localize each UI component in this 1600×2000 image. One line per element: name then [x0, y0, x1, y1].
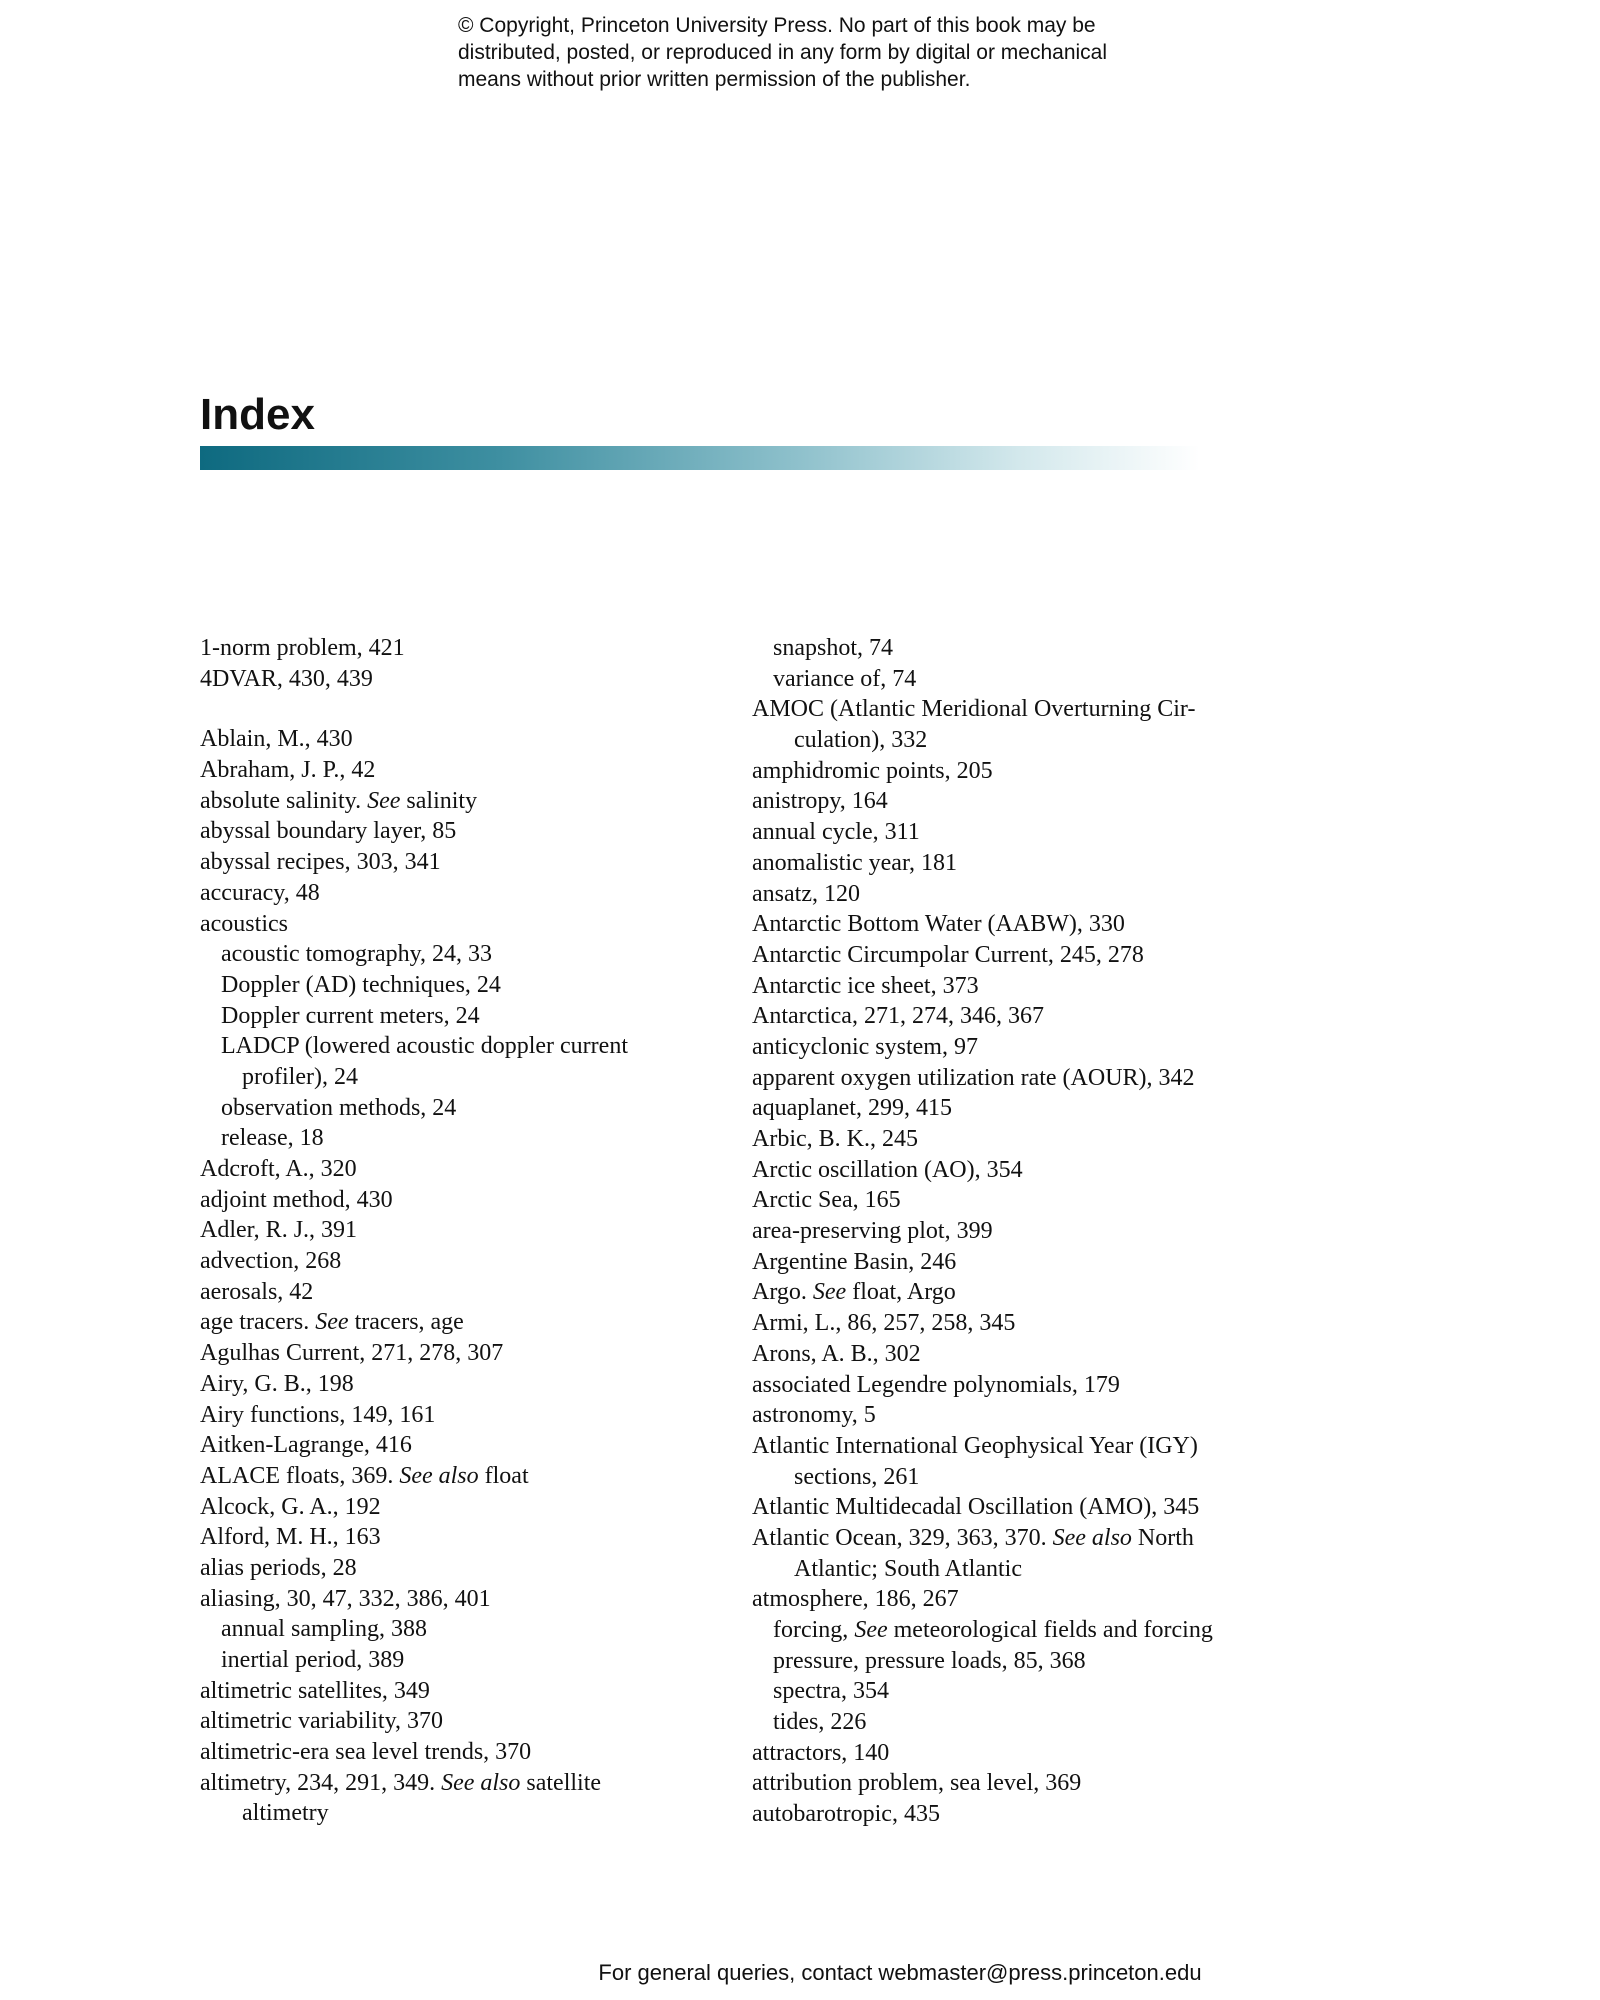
index-entry [752, 1063, 1272, 1094]
index-entry [200, 1215, 720, 1246]
index-entry [752, 786, 1272, 817]
index-entry-text: ansatz, 120 [752, 880, 860, 907]
index-entry [200, 878, 720, 909]
index-entry-text: Armi, L., 86, 257, 258, 345 [752, 1310, 1016, 1337]
copyright-notice [458, 12, 1218, 93]
index-entry-text: inertial period, 389 [221, 1647, 405, 1673]
index-entry-text: Adler, R. J., 391 [200, 1217, 358, 1244]
index-entry [752, 1124, 1272, 1155]
index-column-right [752, 633, 1272, 1830]
copyright-line: distributed, posted, or reproduced in any form by digital or mechanical [458, 41, 1108, 64]
index-entry-text: Arbic, B. K., 245 [752, 1126, 918, 1152]
index-entry-text: abyssal boundary layer, 85 [200, 818, 457, 845]
index-entry-text: abyssal recipes, 303, 341 [200, 849, 441, 876]
index-entry [752, 1370, 1272, 1401]
index-entry-text: Argo. [752, 1279, 813, 1306]
index-entry [752, 1462, 1272, 1493]
index-entry-target: meteorological fields and forcing [887, 1617, 1213, 1643]
index-entry-text: aquaplanet, 299, 415 [752, 1095, 952, 1122]
index-entry [752, 1676, 1272, 1707]
index-entry-text: forcing, [773, 1617, 855, 1643]
index-entry [752, 817, 1272, 848]
index-entry [200, 1338, 720, 1369]
index-entry-text: Antarctic Bottom Water (AABW), 330 [752, 911, 1125, 938]
index-entry [752, 1523, 1272, 1554]
title-gradient-bar [200, 446, 1200, 470]
index-entry-text: Airy functions, 149, 161 [200, 1401, 436, 1428]
index-entry-text: Antarctica, 271, 274, 346, 367 [752, 1003, 1044, 1030]
index-entry [200, 694, 720, 724]
footer-contact: For general queries, contact webmaster@press.princeton.edu [598, 1960, 1202, 1985]
index-entry [200, 1062, 720, 1093]
index-entry [200, 1768, 720, 1799]
index-entry-text: Alford, M. H., 163 [200, 1524, 381, 1551]
index-entry-text: alias periods, 28 [200, 1554, 357, 1581]
index-entry [200, 1185, 720, 1216]
index-entry [752, 756, 1272, 787]
index-entry [200, 1676, 720, 1707]
index-entry-text: altimetric-era sea level trends, 370 [200, 1739, 532, 1766]
index-entry [752, 1001, 1272, 1032]
index-entry-text: release, 18 [221, 1125, 324, 1152]
index-entry-text: culation), 332 [794, 727, 928, 754]
index-entry-text: acoustics [200, 910, 288, 937]
index-entry [200, 1645, 720, 1676]
index-entry [752, 1554, 1272, 1585]
index-entry [752, 879, 1272, 910]
index-entry-text: Ablain, M., 430 [200, 726, 353, 753]
index-entry-text: absolute salinity. [200, 787, 368, 814]
index-entry [752, 971, 1272, 1002]
index-entry-target: satellite [520, 1769, 602, 1796]
index-entry [200, 847, 720, 878]
index-entry [200, 1614, 720, 1645]
index-entry [752, 1308, 1272, 1339]
index-entry-crossref: See also [399, 1462, 479, 1489]
index-entry-text: Arctic Sea, 165 [752, 1187, 901, 1214]
index-entry [200, 1246, 720, 1277]
copyright-line: means without prior written permission of the publisher. [458, 68, 971, 91]
index-entry-text: Argentine Basin, 246 [752, 1248, 957, 1275]
index-entry-text: Atlantic Ocean, 329, 363, 370. [752, 1524, 1053, 1551]
index-entry-text: spectra, 354 [773, 1678, 889, 1705]
index-entry-crossref: See also [441, 1769, 521, 1796]
index-entry [200, 1522, 720, 1553]
index-entry-text: Abraham, J. P., 42 [200, 757, 376, 784]
index-entry-text: tides, 226 [773, 1709, 867, 1736]
index-entry [752, 909, 1272, 940]
index-entry-text: Atlantic International Geophysical Year (IGY) [752, 1432, 1198, 1459]
index-entry-text: Atlantic; South Atlantic [794, 1555, 1022, 1582]
index-entry-crossref: See [315, 1309, 349, 1336]
index-entry-target: float, Argo [846, 1279, 956, 1306]
index-entry [752, 1339, 1272, 1370]
index-entry [752, 725, 1272, 756]
index-entry [200, 1492, 720, 1523]
index-column-left [200, 633, 720, 1829]
index-entry-crossref: See [854, 1617, 888, 1643]
index-entry [752, 940, 1272, 971]
index-entry [200, 755, 720, 786]
index-entry-text: ALACE floats, 369. [200, 1462, 400, 1489]
index-entry-text: Aitken-Lagrange, 416 [200, 1432, 412, 1459]
index-entry [752, 1277, 1272, 1308]
index-entry [200, 1123, 720, 1154]
index-entry-text: aerosals, 42 [200, 1278, 314, 1305]
index-entry-text: Antarctic ice sheet, 373 [752, 972, 979, 999]
index-entry-text: altimetric satellites, 349 [200, 1677, 430, 1704]
index-entry-text: anomalistic year, 181 [752, 849, 957, 876]
index-entry [200, 939, 720, 970]
index-entry [200, 1277, 720, 1308]
index-entry [200, 1154, 720, 1185]
index-entry-text: annual sampling, 388 [221, 1616, 427, 1643]
index-entry [752, 1492, 1272, 1523]
index-entry-text: Arctic oscillation (AO), 354 [752, 1156, 1023, 1183]
index-entry-text: altimetry [242, 1800, 329, 1827]
index-entry-crossref: See also [1052, 1524, 1132, 1551]
index-entry [752, 1155, 1272, 1186]
index-entry [200, 786, 720, 817]
index-entry-text: atmosphere, 186, 267 [752, 1586, 959, 1613]
index-entry [200, 1400, 720, 1431]
index-entry [200, 1737, 720, 1768]
index-entry [752, 1584, 1272, 1615]
index-entry-text: attractors, 140 [752, 1739, 890, 1766]
index-entry [752, 664, 1272, 695]
index-entry [752, 1768, 1272, 1799]
index-entry-text: Antarctic Circumpolar Current, 245, 278 [752, 941, 1144, 968]
index-entry [200, 1584, 720, 1615]
index-entry-text: Alcock, G. A., 192 [200, 1493, 381, 1520]
index-entry [752, 1615, 1272, 1646]
index-entry-text: Airy, G. B., 198 [200, 1370, 354, 1397]
index-entry-text: 4DVAR, 430, 439 [200, 665, 373, 692]
index-entry [752, 1093, 1272, 1124]
index-entry-text: Atlantic Multidecadal Oscillation (AMO), 345 [752, 1494, 1200, 1521]
index-entry [752, 694, 1272, 725]
index-entry [752, 1799, 1272, 1830]
index-entry [752, 848, 1272, 879]
index-entry-text: area-preserving plot, 399 [752, 1218, 993, 1245]
index-entry-text: pressure, pressure loads, 85, 368 [773, 1647, 1086, 1674]
index-entry-text: Doppler current meters, 24 [221, 1002, 480, 1029]
index-entry-crossref: See [812, 1279, 847, 1306]
index-entry-text: anistropy, 164 [752, 788, 888, 815]
index-entry [200, 1093, 720, 1124]
index-entry-target: salinity [400, 787, 478, 814]
index-entry [752, 1185, 1272, 1216]
index-entry [752, 1032, 1272, 1063]
page-title: Index [200, 390, 315, 439]
index-entry [752, 1216, 1272, 1247]
index-entry [200, 970, 720, 1001]
index-entry-text: advection, 268 [200, 1248, 342, 1275]
index-entry [752, 1738, 1272, 1769]
index-entry [752, 1707, 1272, 1738]
index-entry-text: associated Legendre polynomials, 179 [752, 1371, 1120, 1398]
index-entry [200, 1706, 720, 1737]
index-entry-text: snapshot, 74 [773, 635, 893, 661]
index-entry-text: adjoint method, 430 [200, 1186, 393, 1213]
footer [0, 1960, 1600, 1986]
index-entry-text: AMOC (Atlantic Meridional Overturning Cir- [752, 696, 1196, 723]
index-entry [752, 1400, 1272, 1431]
index-entry [200, 1031, 720, 1062]
index-entry [200, 1461, 720, 1492]
index-entry-target: float [478, 1462, 529, 1489]
index-entry-text: observation methods, 24 [221, 1094, 457, 1121]
index-entry-text: sections, 261 [794, 1463, 920, 1490]
index-entry-target: tracers, age [348, 1309, 464, 1336]
index-entry-text: altimetric variability, 370 [200, 1708, 444, 1735]
index-entry [752, 1646, 1272, 1677]
index-entry [200, 1430, 720, 1461]
index-entry [200, 909, 720, 940]
index-entry [200, 1369, 720, 1400]
index-entry-text: variance of, 74 [773, 665, 917, 692]
index-entry-crossref: See [367, 787, 401, 814]
index-entry [200, 816, 720, 847]
index-entry [200, 1798, 720, 1829]
index-entry-text: profiler), 24 [242, 1063, 358, 1090]
copyright-line: © Copyright, Princeton University Press. No part of this book may be [458, 14, 1096, 37]
index-entry [200, 633, 720, 664]
index-entry [752, 1431, 1272, 1462]
index-entry-text: astronomy, 5 [752, 1402, 876, 1429]
index-entry-text: Agulhas Current, 271, 278, 307 [200, 1340, 504, 1367]
index-entry [200, 724, 720, 755]
index-entry [200, 1553, 720, 1584]
index-entry-text: annual cycle, 311 [752, 819, 920, 846]
index-entry-text: autobarotropic, 435 [752, 1801, 940, 1828]
index-entry [200, 664, 720, 695]
index-entry [200, 1307, 720, 1338]
index-entry-target: North [1131, 1524, 1194, 1551]
index-entry-text: Arons, A. B., 302 [752, 1340, 921, 1367]
index-entry-text: acoustic tomography, 24, 33 [221, 941, 493, 968]
index-entry-text: 1-norm problem, 421 [200, 635, 405, 661]
index-entry-text: Doppler (AD) techniques, 24 [221, 971, 501, 998]
index-entry-text: age tracers. [200, 1309, 316, 1336]
index-entry-text: accuracy, 48 [200, 879, 320, 906]
index-entry-text: altimetry, 234, 291, 349. [200, 1769, 442, 1796]
index-entry-text: Adcroft, A., 320 [200, 1156, 357, 1182]
index-entry-text: amphidromic points, 205 [752, 757, 993, 784]
index-entry-text: apparent oxygen utilization rate (AOUR), 342 [752, 1064, 1195, 1091]
index-entry-text: attribution problem, sea level, 369 [752, 1770, 1082, 1797]
index-entry [752, 1247, 1272, 1278]
index-entry-text: LADCP (lowered acoustic doppler current [221, 1033, 628, 1060]
index-entry-text: aliasing, 30, 47, 332, 386, 401 [200, 1585, 491, 1612]
index-entry [200, 1001, 720, 1032]
index-entry [752, 633, 1272, 664]
index-entry-text: anticyclonic system, 97 [752, 1033, 978, 1060]
